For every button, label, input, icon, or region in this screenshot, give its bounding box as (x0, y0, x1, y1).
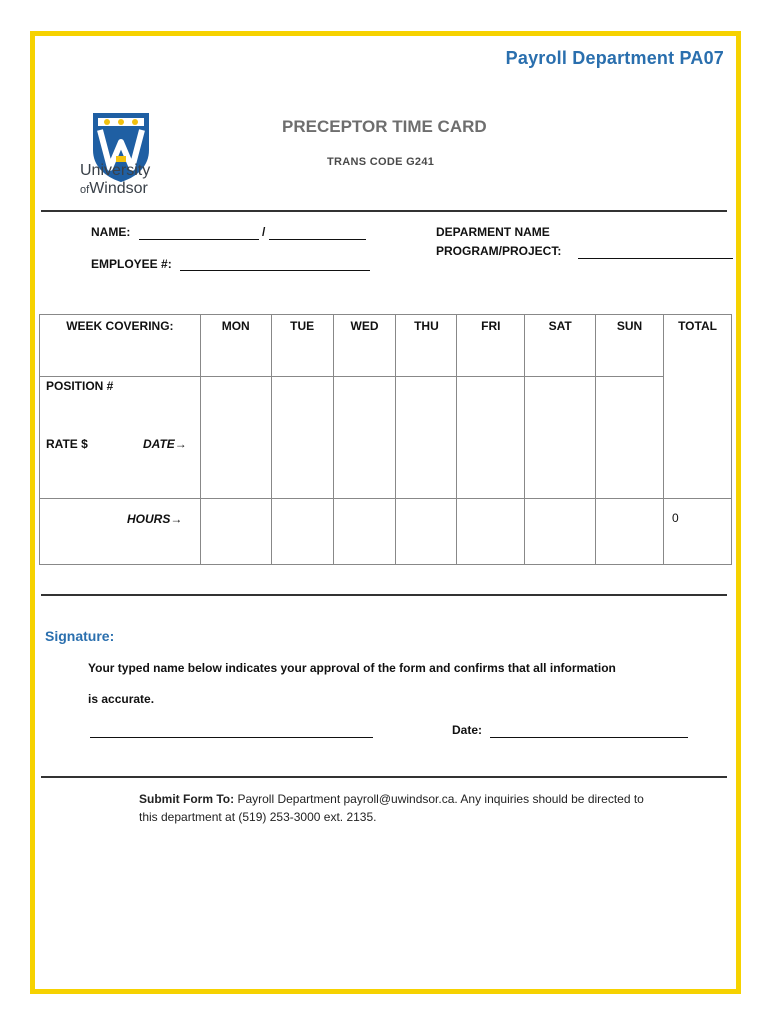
total-hours-cell (664, 499, 732, 565)
total-header: TOTAL (664, 315, 732, 377)
name-first-field[interactable] (139, 239, 259, 240)
day-header-tue: TUE (271, 315, 333, 377)
position-label: POSITION # (46, 379, 114, 393)
hours-cell-mon[interactable] (200, 499, 271, 565)
divider-middle (41, 594, 727, 596)
total-hours-value: 0 (672, 511, 679, 525)
signature-name-field[interactable] (90, 737, 373, 738)
position-divider (39, 376, 200, 377)
submit-text: Payroll Department payroll@uwindsor.ca. Any inquiries should be directed to this department at (519) 253-3000 ext. 2135. (139, 792, 644, 824)
date-cell-sat[interactable] (525, 377, 596, 499)
date-cell-fri[interactable] (457, 377, 525, 499)
hours-cell-sat[interactable] (525, 499, 596, 565)
submit-label: Submit Form To: (139, 792, 235, 806)
date-row-label: DATE→ (143, 437, 187, 451)
program-label: PROGRAM/PROJECT: (436, 244, 562, 258)
rate-label: RATE $ (46, 437, 88, 451)
hours-cell-thu[interactable] (396, 499, 457, 565)
date-cell-thu[interactable] (396, 377, 457, 499)
week-covering-header: WEEK COVERING: (40, 315, 201, 377)
day-header-wed: WED (333, 315, 396, 377)
date-cell-sun[interactable] (596, 377, 664, 499)
day-header-thu: THU (396, 315, 457, 377)
submit-instructions (139, 790, 659, 826)
hours-cell-wed[interactable] (333, 499, 396, 565)
employee-number-field[interactable] (180, 270, 370, 271)
card-title: PRECEPTOR TIME CARD (282, 117, 487, 136)
total-date-cell (664, 377, 732, 499)
logo-text-windsor: ofWindsor (80, 180, 148, 197)
divider-bottom (41, 776, 727, 778)
name-last-field[interactable] (269, 239, 366, 240)
program-field[interactable] (578, 258, 733, 259)
department-label: DEPARMENT NAME (436, 225, 550, 239)
signature-date-label: Date: (452, 723, 483, 737)
signature-date-field[interactable] (490, 737, 688, 738)
hours-cell-tue[interactable] (271, 499, 333, 565)
department-title: Payroll Department PA07 (505, 48, 724, 68)
hours-label-cell (40, 499, 201, 565)
divider-top (41, 210, 727, 212)
day-header-sat: SAT (525, 315, 596, 377)
employee-label: EMPLOYEE #: (91, 257, 172, 271)
trans-code: TRANS CODE G241 (327, 156, 435, 168)
signature-heading: Signature: (45, 628, 115, 644)
day-header-sun: SUN (596, 315, 664, 377)
date-cell-mon[interactable] (200, 377, 271, 499)
hours-cell-sun[interactable] (596, 499, 664, 565)
hours-row-label: HOURS→ (127, 512, 183, 526)
date-cell-tue[interactable] (271, 377, 333, 499)
day-header-mon: MON (200, 315, 271, 377)
name-separator: / (262, 225, 266, 239)
signature-statement-line2: is accurate. (88, 692, 155, 706)
hours-cell-fri[interactable] (457, 499, 525, 565)
logo-text-university: University (80, 162, 151, 179)
date-cell-wed[interactable] (333, 377, 396, 499)
day-header-fri: FRI (457, 315, 525, 377)
signature-statement-line1: Your typed name below indicates your approval of the form and confirms that all information (88, 661, 616, 675)
name-label: NAME: (91, 225, 131, 239)
